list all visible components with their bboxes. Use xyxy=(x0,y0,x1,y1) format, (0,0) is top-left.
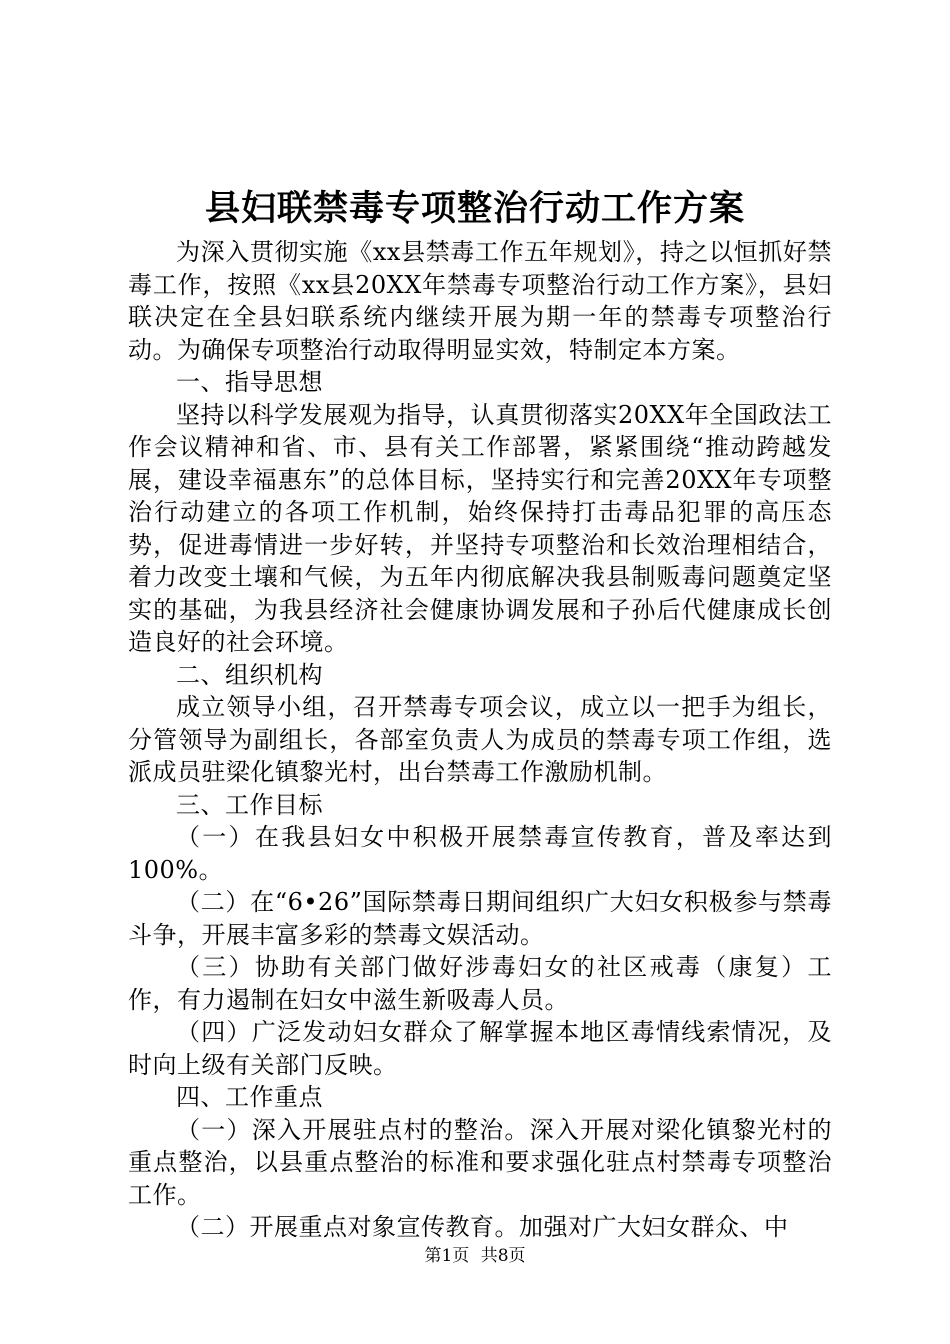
work-focus-item: （二）开展重点对象宣传教育。加强对广大妇女群众、中 xyxy=(176,1213,789,1241)
section-heading-organization: 二、组织机构 xyxy=(176,660,323,689)
page-number: 第1页 xyxy=(424,1246,470,1266)
section-heading-work-goals: 三、工作目标 xyxy=(176,790,323,819)
work-goal-item: （三）协助有关部门做好涉毒妇女的社区戒毒（康复）工作，有力遏制在妇女中滋生新吸毒人员。 xyxy=(128,953,832,1014)
work-focus-item: （一）深入开展驻点村的整治。深入开展对梁化镇黎光村的重点整治，以县重点整治的标准和要求强化驻点村禁毒专项整治工作。 xyxy=(128,1115,832,1209)
document-title: 县妇联禁毒专项整治行动工作方案 xyxy=(204,188,745,229)
work-goal-item: （一）在我县妇女中积极开展禁毒宣传教育，普及率达到100%。 xyxy=(128,823,832,884)
document-body xyxy=(128,236,832,1244)
work-goal-item: （二）在“6•26”国际禁毒日期间组织广大妇女积极参与禁毒斗争，开展丰富多彩的禁毒文娱活动。 xyxy=(128,888,832,949)
guiding-ideology-paragraph: 坚持以科学发展观为指导，认真贯彻落实20XX年全国政法工作会议精神和省、市、县有关工作部署，紧紧围绕“推动跨越发展，建设幸福惠东”的总体目标，坚持实行和完善20XX年专项整治行动建立的各项工作机制，始终保持打击毒品犯罪的高压态势，促进毒情进一步好转，并坚持专项整治和长效治理相结合，着力改变土壤和气候，为五年内彻底解决我县制贩毒问题奠定坚实的基础，为我县经济社会健康协调发展和子孙后代健康成长创造良好的社会环境。 xyxy=(128,400,832,656)
section-heading-guiding-ideology: 一、指导思想 xyxy=(176,368,323,396)
work-goal-item: （四）广泛发动妇女群众了解掌握本地区毒情线索情况，及时向上级有关部门反映。 xyxy=(128,1018,832,1079)
organization-paragraph: 成立领导小组，召开禁毒专项会议，成立以一把手为组长，分管领导为副组长，各部室负责人为成员的禁毒专项工作组，选派成员驻梁化镇黎光村，出台禁毒工作激励机制。 xyxy=(128,693,832,786)
page-footer xyxy=(0,1245,950,1267)
intro-paragraph: 为深入贯彻实施《xx县禁毒工作五年规划》，持之以恒抓好禁毒工作，按照《xx县20XX年禁毒专项整治行动工作方案》，县妇联决定在全县妇联系统内继续开展为期一年的禁毒专项整治行动。为确保专项整治行动取得明显实效，特制定本方案。 xyxy=(128,238,832,364)
section-heading-work-focus: 四、工作重点 xyxy=(176,1083,323,1111)
page-total: 共8页 xyxy=(480,1246,526,1266)
